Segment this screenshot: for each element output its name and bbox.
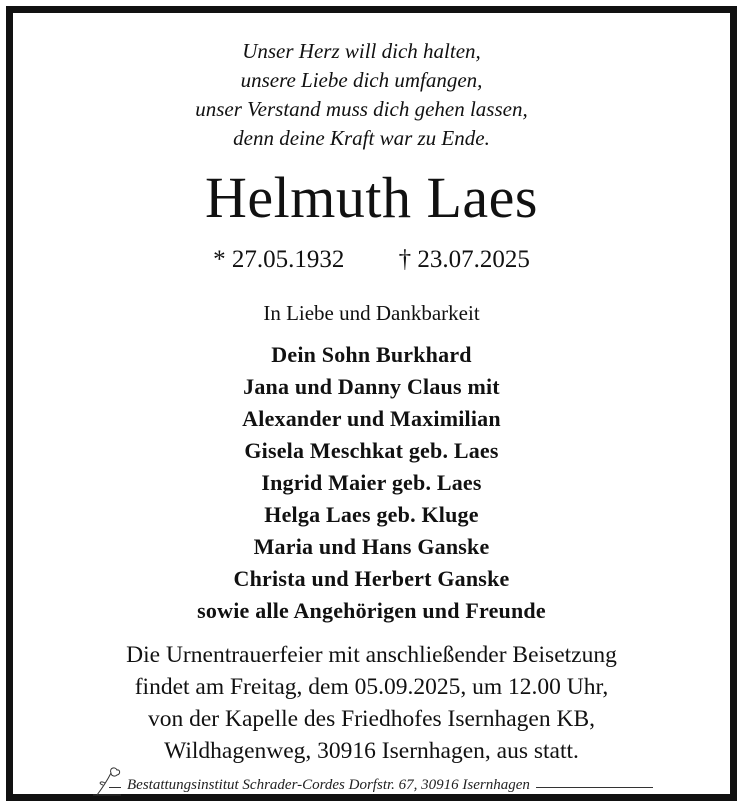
poem-verse [3, 37, 720, 153]
notice-line: von der Kapelle des Friedhofes Isernhagen KB, [147, 706, 596, 732]
mourner-line: Christa und Herbert Ganske [233, 566, 510, 591]
notice-line: findet am Freitag, dem 05.09.2025, um 12.00 Uhr, [134, 674, 609, 700]
funeral-notice [13, 639, 730, 767]
gratitude-line: In Liebe und Dankbarkeit [263, 301, 480, 325]
poem-line: unser Verstand muss dich gehen lassen, [195, 97, 528, 121]
poem-line: denn deine Kraft war zu Ende. [233, 126, 490, 150]
notice-line: Wildhagenweg, 30916 Isernhagen, aus statt. [164, 738, 579, 764]
deceased-name: Helmuth Laes [205, 165, 538, 230]
mourner-line: Alexander und Maximilian [242, 406, 501, 431]
mourner-line: Helga Laes geb. Kluge [264, 502, 479, 527]
mourner-line: Jana und Danny Claus mit [243, 374, 500, 399]
mourner-line: sowie alle Angehörigen und Freunde [197, 598, 546, 623]
poem-line: Unser Herz will dich halten, [242, 39, 481, 63]
birth-date: * 27.05.1932 [213, 246, 345, 273]
death-date: † 23.07.2025 [398, 246, 530, 273]
notice-line: Die Urnentrauerfeier mit anschließender Beisetzung [126, 642, 617, 668]
mourners-list [13, 339, 730, 627]
mourner-line: Dein Sohn Burkhard [271, 342, 472, 367]
mourner-line: Gisela Meschkat geb. Laes [244, 438, 499, 463]
life-dates [13, 245, 730, 275]
mourner-line: Ingrid Maier geb. Laes [261, 470, 482, 495]
footer-text: Bestattungsinstitut Schrader-Cordes Dorfstr. 67, 30916 Isernhagen [121, 777, 536, 794]
obituary-frame [6, 6, 737, 801]
poem-line: unsere Liebe dich umfangen, [240, 68, 483, 92]
mourner-line: Maria und Hans Ganske [253, 534, 490, 559]
funeral-home-footer [83, 771, 653, 797]
